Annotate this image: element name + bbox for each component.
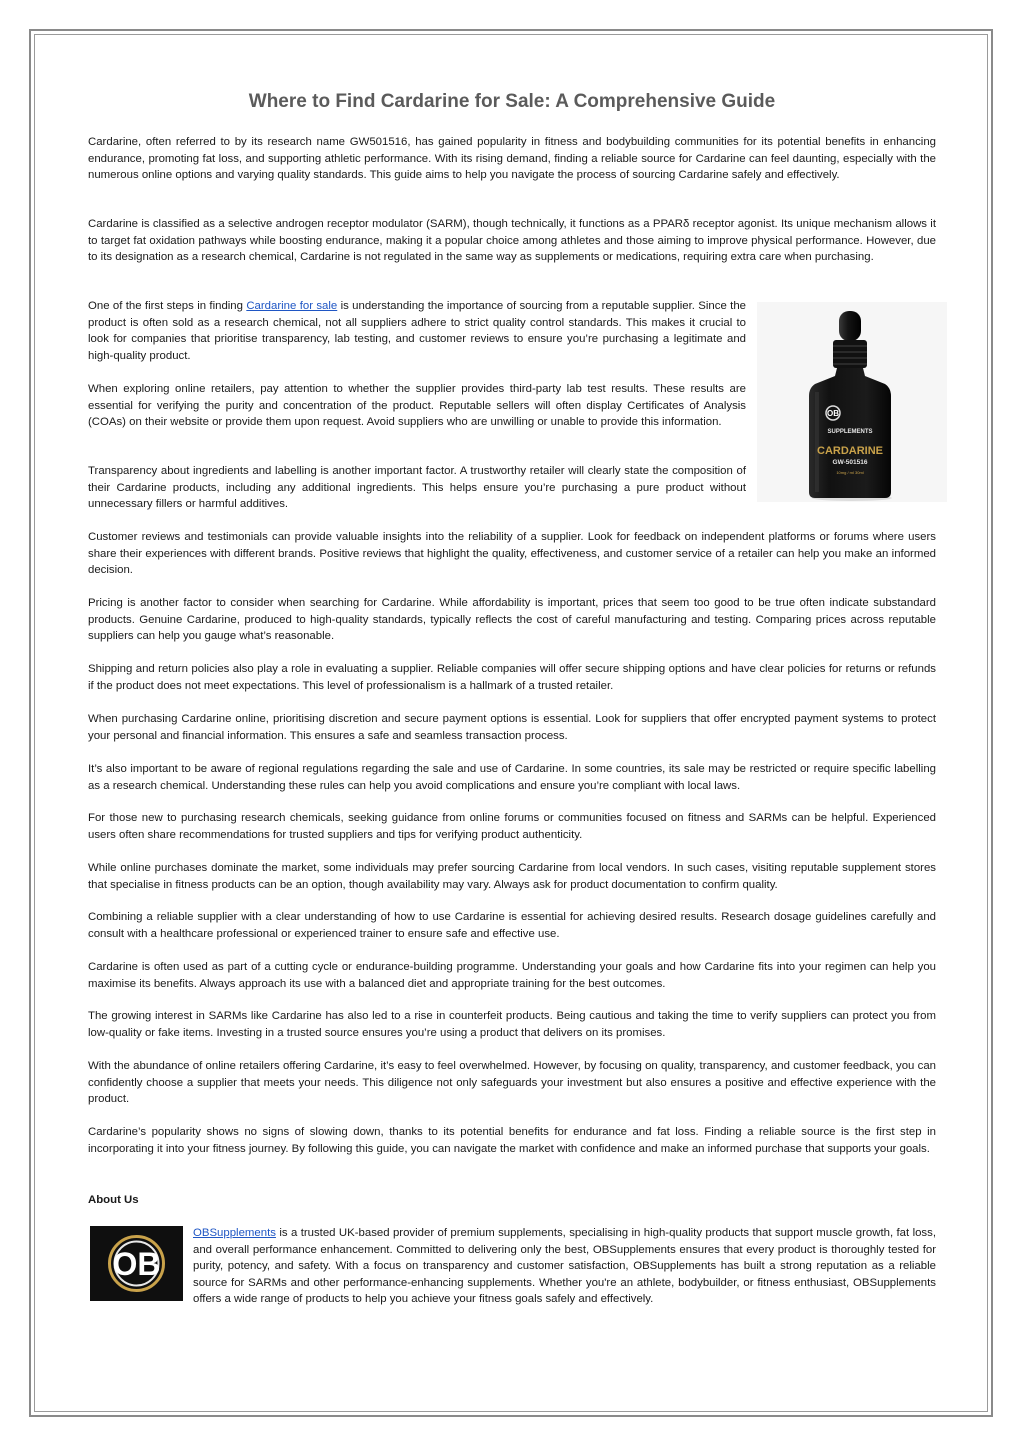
bottle-brand-name: SUPPLEMENTS bbox=[827, 429, 873, 435]
paragraph-payment: When purchasing Cardarine online, prioritising discretion and secure payment options is essential. Look for suppliers that offer encrypted payment systems to protect your personal and financial information. This ensures a safe and seamless transaction process. bbox=[88, 713, 936, 742]
paragraph-pricing: Pricing is another factor to consider when searching for Cardarine. While affordability is important, prices that seem too good to be true often indicate substandard products. Genuine Cardarine, produced to high-quality standards, typically reflects the cost of careful manufacturing and testing. Comparing prices across reputable suppliers can help you gauge what’s reasonable. bbox=[88, 597, 936, 642]
paragraph-transparency: Transparency about ingredients and labelling is another important factor. A trustworthy retailer will clearly state the composition of their Cardarine products, including any additional ingredients. This helps ensure you’re purchasing a pure product without unnecessary fillers or harmful additives. bbox=[88, 465, 746, 510]
paragraph-shipping: Shipping and return policies also play a role in evaluating a supplier. Reliable companies will offer secure shipping options and have clear policies for returns or refunds if the product does not meet expectations. This level of professionalism is a hallmark of a trusted retailer. bbox=[88, 663, 936, 692]
bottle-dosage: 10mg / ml 30ml bbox=[836, 470, 864, 475]
bottle-product-code: GW-501516 bbox=[832, 459, 868, 466]
obsupplements-logo bbox=[90, 1226, 183, 1301]
paragraph-abundance: With the abundance of online retailers offering Cardarine, it’s easy to feel overwhelmed. However, by focusing on quality, transparency, and customer feedback, you can confidently choose a supplier that meets your needs. This diligence not only safeguards your investment but also ensures a positive and effective experience with the product. bbox=[88, 1060, 936, 1105]
logo-mark-text: OB bbox=[112, 1246, 161, 1282]
bottle-brand-mark: OB bbox=[827, 409, 839, 418]
cardarine-for-sale-link[interactable]: Cardarine for sale bbox=[246, 300, 338, 312]
obsupplements-link[interactable]: OBSupplements bbox=[193, 1227, 276, 1239]
paragraph-local-vendors: While online purchases dominate the market, some individuals may prefer sourcing Cardarine from local vendors. In such cases, visiting reputable supplement stores that specialise in fitness products can be an option, though availability may vary. Always ask for product documentation to confirm quality. bbox=[88, 862, 936, 891]
ob-logo-icon bbox=[90, 1226, 183, 1301]
document-title: Where to Find Cardarine for Sale: A Comprehensive Guide bbox=[248, 91, 776, 112]
paragraph-dosage: Combining a reliable supplier with a clear understanding of how to use Cardarine is essential for achieving desired results. Research dosage guidelines carefully and consult with a healthcare professional or experienced trainer to ensure safe and effective use. bbox=[88, 911, 936, 940]
paragraph-conclusion: Cardarine’s popularity shows no signs of slowing down, thanks to its potential benefits for endurance and fat loss. Finding a reliable source is the first step in incorporating it into your fitness journey. By following this guide, you can navigate the market with confidence and make an informed purchase that supports your goals. bbox=[88, 1126, 936, 1155]
about-us-heading: About Us bbox=[88, 1194, 139, 1206]
paragraph-lab-results: When exploring online retailers, pay attention to whether the supplier provides third-party lab test results. These results are essential for verifying the purity and concentration of the product. Reputable sellers will often display Certificates of Analysis (COAs) on their website or provide them upon request. Avoid suppliers who are unwilling or unable to provide this information. bbox=[88, 383, 746, 428]
paragraph-text: is understanding the importance of sourcing from a reputable supplier. Since the product is often sold as a research chemical, not all suppliers adhere to strict quality control standards. This makes it crucial to look for companies that prioritise transparency, lab testing, and customer reviews to ensure you’re purchasing a legitimate and high-quality product. bbox=[88, 300, 746, 362]
paragraph-counterfeit: The growing interest in SARMs like Cardarine has also led to a rise in counterfeit products. Being cautious and taking the time to verify suppliers can protect you from low-quality or fake items. Investing in a trusted source ensures you’re using a product that delivers on its promises. bbox=[88, 1010, 936, 1039]
cardarine-product-image bbox=[757, 302, 947, 502]
paragraph-reviews: Customer reviews and testimonials can provide valuable insights into the reliability of a supplier. Look for feedback on independent platforms or forums where users share their experiences with different brands. Positive reviews that highlight the quality, effectiveness, and customer service of a retailer can help you make an informed decision. bbox=[88, 531, 936, 576]
about-us-text bbox=[193, 1225, 936, 1308]
about-us-body: is a trusted UK-based provider of premium supplements, specialising in high-quality products that support muscle growth, fat loss, and overall performance enhancement. Committed to delivering only the best, OBSupplements ensures that every product is thoroughly tested for purity, potency, and safety. With a focus on transparency and customer satisfaction, OBSupplements has built a strong reputation as a reliable source for SARMs and other performance-enhancing supplements. Whether you're an athlete, bodybuilder, or fitness enthusiast, OBSupplements offers a wide range of products to help you achieve your fitness goals safely and effectively. bbox=[193, 1227, 936, 1305]
paragraph-intro: Cardarine, often referred to by its research name GW501516, has gained popularity in fitness and bodybuilding communities for its potential benefits in enhancing endurance, promoting fat loss, and supporting athletic performance. With its rising demand, finding a reliable source for Cardarine can feel daunting, especially with the numerous online options and varying quality standards. This guide aims to help you navigate the process of sourcing Cardarine safely and effectively. bbox=[88, 136, 936, 181]
paragraph-cutting-cycle: Cardarine is often used as part of a cutting cycle or endurance-building programme. Understanding your goals and how Cardarine fits into your regimen can help you maximise its benefits. Always approach its use with a balanced diet and appropriate training for the best outcomes. bbox=[88, 961, 936, 990]
paragraph-classification: Cardarine is classified as a selective androgen receptor modulator (SARM), though technically, it functions as a PPARδ receptor agonist. Its unique mechanism allows it to target fat oxidation pathways while boosting endurance, making it a popular choice among athletes and those aiming to improve physical performance. However, due to its designation as a research chemical, Cardarine is not regulated in the same way as supplements or medications, requiring extra care when purchasing. bbox=[88, 218, 936, 263]
paragraph-first-steps bbox=[88, 298, 746, 364]
paragraph-text: One of the first steps in finding bbox=[88, 300, 247, 312]
paragraph-regulations: It’s also important to be aware of regional regulations regarding the sale and use of Cardarine. In some countries, its sale may be restricted or require specific labelling as a research chemical. Understanding these rules can help you avoid complications and ensure you’re compliant with local laws. bbox=[88, 763, 936, 792]
bottle-product-name: CARDARINE bbox=[817, 445, 883, 457]
paragraph-forums: For those new to purchasing research chemicals, seeking guidance from online forums or communities focused on fitness and SARMs can be helpful. Experienced users often share recommendations for trusted suppliers and tips for verifying product authenticity. bbox=[88, 812, 936, 841]
dropper-bottle-illustration bbox=[757, 302, 947, 502]
